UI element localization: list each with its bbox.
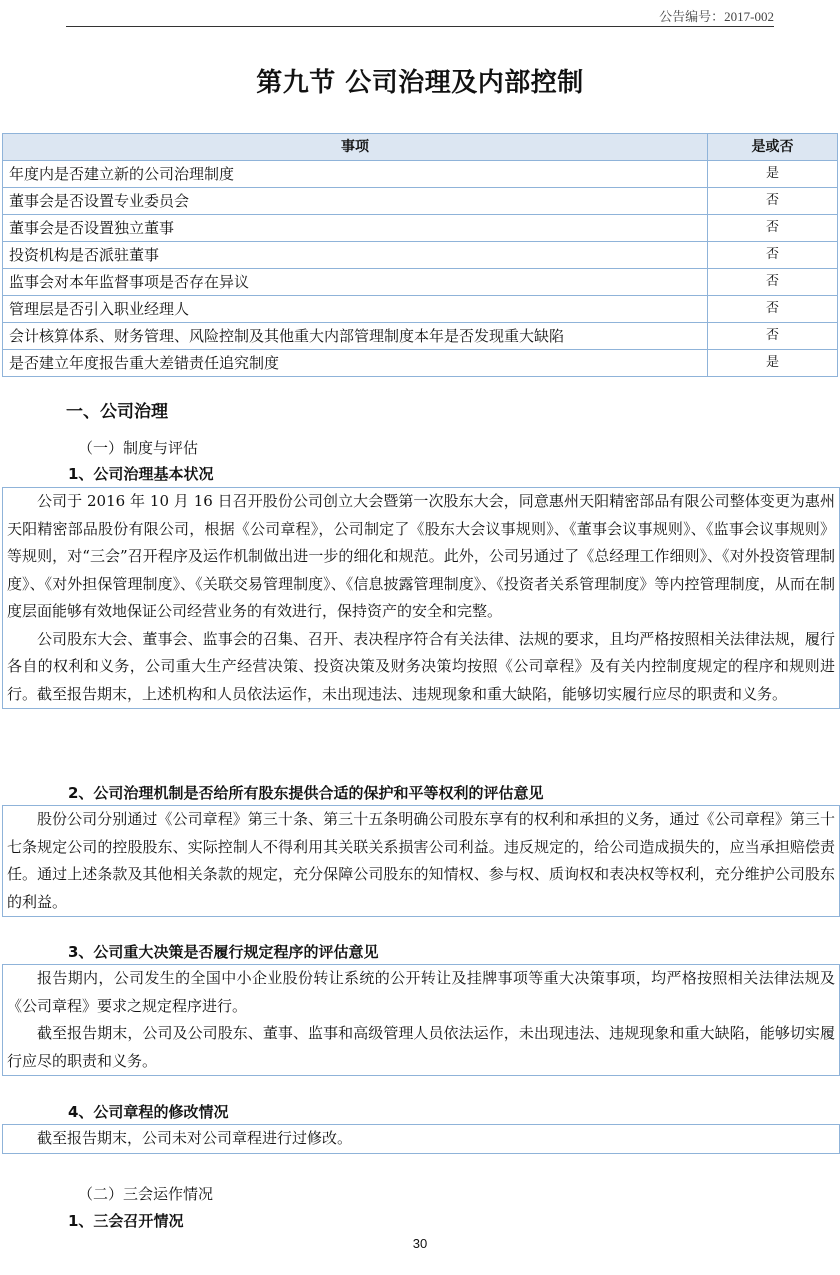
section-title: 第九节 公司治理及内部控制: [256, 68, 584, 98]
table-cell-answer: 是: [708, 350, 838, 377]
table-cell-answer: 否: [708, 323, 838, 350]
table-row: [3, 350, 838, 377]
heading-major-decisions: 3、公司重大决策是否履行规定程序的评估意见: [68, 943, 379, 961]
text-box-shareholder-protection: [2, 805, 840, 917]
table-row: [3, 269, 838, 296]
heading-three-meetings-held: 1、三会召开情况: [68, 1212, 184, 1230]
paragraph: 截至报告期末，公司及公司股东、董事、监事和高级管理人员依法运作，未出现违法、违规现象和重大缺陷，能够切实履行应尽的职责和义务。: [7, 1024, 835, 1070]
page-number: 30: [412, 1236, 428, 1251]
subheading-system-evaluation: （一）制度与评估: [78, 439, 199, 457]
table-cell-item: 管理层是否引入职业经理人: [3, 296, 708, 323]
paragraph: 公司股东大会、董事会、监事会的召集、召开、表决程序符合有关法律、法规的要求，且均严格按照相关法律法规，履行各自的权利和义务，公司重大生产经营决策、投资决策及财务决策均按照《公司章程》及有关内控制度规定的程序和规则进行。截至报告期末，上述机构和人员依法运作，未出现违法、违规现象和重大缺陷，能够切实履行应尽的职责和义务。: [7, 629, 835, 703]
table-cell-item: 年度内是否建立新的公司治理制度: [3, 161, 708, 188]
table-cell-item: 会计核算体系、财务管理、风险控制及其他重大内部管理制度本年是否发现重大缺陷: [3, 323, 708, 350]
table-row: [3, 296, 838, 323]
text-box-major-decisions: [2, 964, 840, 1076]
paragraph: 截至报告期末，公司未对公司章程进行过修改。: [37, 1129, 353, 1147]
table-row: [3, 242, 838, 269]
heading-articles-amendment: 4、公司章程的修改情况: [68, 1103, 229, 1121]
heading-shareholder-protection: 2、公司治理机制是否给所有股东提供合适的保护和平等权利的评估意见: [68, 784, 544, 802]
table-header-row: [3, 134, 838, 161]
header-rule: [66, 26, 774, 27]
table-row: [3, 161, 838, 188]
heading-corporate-governance: 一、公司治理: [66, 402, 168, 422]
table-cell-answer: 否: [708, 188, 838, 215]
subheading-three-meetings-operation: （二）三会运作情况: [78, 1185, 214, 1203]
governance-matrix-table: [2, 133, 838, 377]
table-cell-item: 投资机构是否派驻董事: [3, 242, 708, 269]
heading-governance-status: 1、公司治理基本状况: [68, 465, 214, 483]
table-cell-item: 董事会是否设置独立董事: [3, 215, 708, 242]
table-cell-answer: 否: [708, 296, 838, 323]
column-header-item: 事项: [3, 134, 708, 161]
table-row: [3, 215, 838, 242]
paragraph: 股份公司分别通过《公司章程》第三十条、第三十五条明确公司股东享有的权利和承担的义务，通过《公司章程》第三十七条规定公司的控股股东、实际控制人不得利用其关联关系损害公司利益。违反规定的，给公司造成损失的，应当承担赔偿责任。通过上述条款及其他相关条款的规定，充分保障公司股东的知情权、参与权、质询权和表决权等权利，充分维护公司股东的利益。: [7, 810, 835, 911]
table-cell-item: 监事会对本年监督事项是否存在异议: [3, 269, 708, 296]
column-header-answer: 是或否: [708, 134, 838, 161]
table-cell-answer: 否: [708, 242, 838, 269]
paragraph: 公司于 2016 年 10 月 16 日召开股份公司创立大会暨第一次股东大会，同意惠州天阳精密部品有限公司整体变更为惠州天阳精密部品股份有限公司，根据《公司章程》，公司制定了《股东大会议事规则》、《董事会议事规则》、《监事会议事规则》等规则，对“三会”召开程序及运作机制做出进一步的细化和规范。此外，公司另通过了《总经理工作细则》、《对外投资管理制度》、《对外担保管理制度》、《关联交易管理制度》、《信息披露管理制度》、《投资者关系管理制度》等内控管理制度，从而在制度层面能够有效地保证公司经营业务的有效进行，保持资产的安全和完整。: [7, 492, 835, 620]
table-cell-item: 董事会是否设置专业委员会: [3, 188, 708, 215]
paragraph: 报告期内，公司发生的全国中小企业股份转让系统的公开转让及挂牌事项等重大决策事项，均严格按照相关法律法规及《公司章程》要求之规定程序进行。: [7, 969, 835, 1015]
table-cell-answer: 否: [708, 269, 838, 296]
table-row: [3, 188, 838, 215]
text-box-governance-status: [2, 487, 840, 709]
document-number: 公告编号：2017-002: [659, 9, 774, 24]
table-cell-item: 是否建立年度报告重大差错责任追究制度: [3, 350, 708, 377]
table-cell-answer: 是: [708, 161, 838, 188]
table-row: [3, 323, 838, 350]
table-cell-answer: 否: [708, 215, 838, 242]
text-box-articles-amendment: [2, 1124, 840, 1154]
